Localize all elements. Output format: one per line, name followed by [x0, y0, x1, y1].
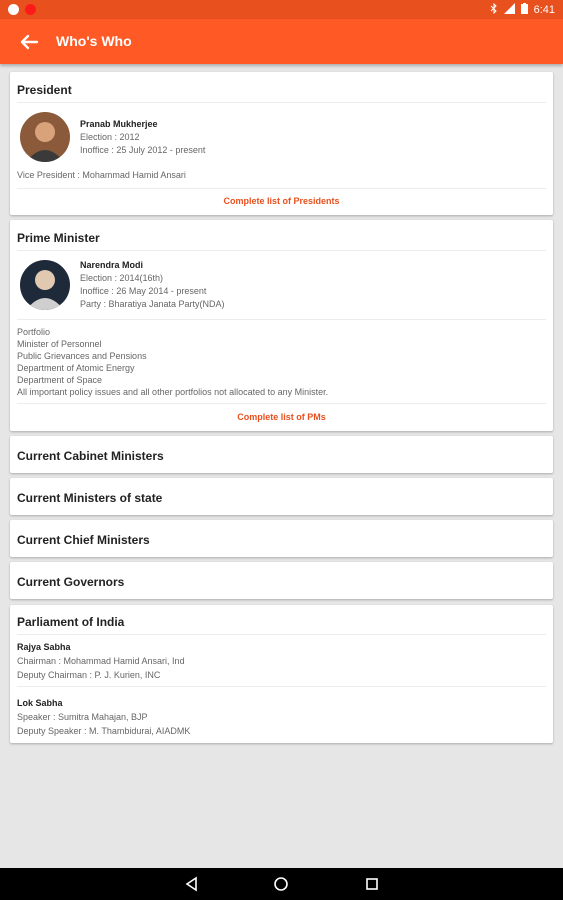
parliament-card: [10, 605, 553, 743]
pm-avatar: [20, 260, 70, 310]
section-ministers-of-state[interactable]: [10, 478, 553, 515]
portfolio-item: Department of Atomic Energy: [17, 363, 135, 373]
pm-name: Narendra Modi: [80, 260, 144, 270]
portfolio-title: Portfolio: [17, 327, 51, 337]
lok-speaker: Speaker : Sumitra Mahajan, BJP: [17, 712, 148, 722]
pm-card: [10, 220, 553, 431]
notification-icon: [8, 4, 19, 15]
clock: 6:41: [533, 4, 555, 16]
parliament-heading: Parliament of India: [17, 615, 125, 629]
portfolio-block: [17, 326, 328, 398]
section-label: Current Cabinet Ministers: [17, 449, 164, 463]
rajya-chairman: Chairman : Mohammad Hamid Ansari, Ind: [17, 656, 185, 666]
rajya-deputy: Deputy Chairman : P. J. Kurien, INC: [17, 670, 161, 680]
divider: [17, 188, 546, 189]
signal-icon: [504, 3, 515, 17]
section-chief-ministers[interactable]: [10, 520, 553, 557]
section-governors[interactable]: [10, 562, 553, 599]
status-bar: [0, 0, 563, 19]
section-cabinet-ministers[interactable]: [10, 436, 553, 473]
president-name: Pranab Mukherjee: [80, 119, 158, 129]
lok-sabha-title: Lok Sabha: [17, 698, 63, 708]
lok-deputy: Deputy Speaker : M. Thambidurai, AIADMK: [17, 726, 191, 736]
nav-home-icon[interactable]: [273, 876, 289, 892]
rajya-sabha-block: [17, 640, 185, 682]
page-title: Who's Who: [56, 33, 132, 49]
app-bar: [0, 19, 563, 64]
pm-party: Party : Bharatiya Janata Party(NDA): [80, 299, 225, 309]
president-heading: President: [17, 83, 72, 97]
section-label: Current Governors: [17, 575, 125, 589]
divider: [17, 686, 546, 687]
record-icon: [25, 4, 36, 15]
bluetooth-icon: [490, 3, 498, 17]
pm-election: Election : 2014(16th): [80, 273, 164, 283]
pm-inoffice: Inoffice : 26 May 2014 - present: [80, 286, 207, 296]
rajya-sabha-title: Rajya Sabha: [17, 642, 71, 652]
back-arrow-icon[interactable]: [18, 31, 40, 53]
pm-heading: Prime Minister: [17, 231, 100, 245]
divider: [17, 634, 546, 635]
battery-icon: [521, 3, 528, 17]
portfolio-item: Minister of Personnel: [17, 339, 102, 349]
lok-sabha-block: [17, 696, 190, 738]
divider: [17, 319, 546, 320]
vice-president: Vice President : Mohammad Hamid Ansari: [17, 170, 186, 180]
complete-list-presidents-link[interactable]: Complete list of Presidents: [223, 196, 340, 206]
president-election: Election : 2012: [80, 132, 140, 142]
portfolio-item: Public Grievances and Pensions: [17, 351, 147, 361]
divider: [17, 102, 546, 103]
system-nav-bar: [0, 868, 563, 900]
nav-back-icon[interactable]: [184, 876, 200, 892]
nav-recents-icon[interactable]: [364, 876, 380, 892]
complete-list-pms-link[interactable]: Complete list of PMs: [237, 412, 326, 422]
portfolio-item: Department of Space: [17, 375, 103, 385]
president-card: [10, 72, 553, 215]
section-label: Current Ministers of state: [17, 491, 163, 505]
portfolio-item: All important policy issues and all other portfolios not allocated to any Minister.: [17, 387, 329, 397]
section-label: Current Chief Ministers: [17, 533, 150, 547]
divider: [17, 403, 546, 404]
divider: [17, 250, 546, 251]
president-avatar: [20, 112, 70, 162]
president-inoffice: Inoffice : 25 July 2012 - present: [80, 145, 206, 155]
